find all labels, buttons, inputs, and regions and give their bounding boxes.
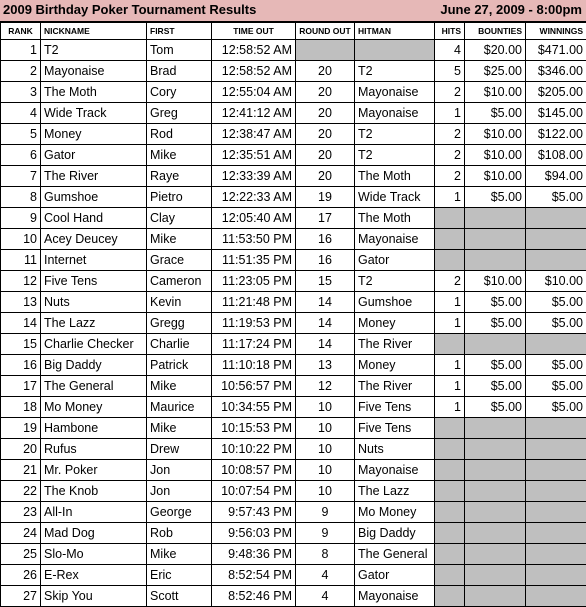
cell-hitman[interactable]: Gator <box>355 250 435 271</box>
cell-hits[interactable] <box>435 565 465 586</box>
tournament-date: June 27, 2009 - 8:00pm <box>440 2 582 17</box>
cell-time-out[interactable]: 9:56:03 PM <box>212 523 296 544</box>
header-winnings[interactable]: WINNINGS <box>526 23 586 40</box>
cell-winnings[interactable] <box>526 523 586 544</box>
table-row <box>1 502 586 523</box>
cell-nickname[interactable]: Charlie Checker <box>41 334 147 355</box>
cell-hits[interactable]: 1 <box>435 187 465 208</box>
cell-round-out[interactable]: 14 <box>296 334 355 355</box>
cell-round-out[interactable]: 10 <box>296 481 355 502</box>
cell-hits[interactable]: 1 <box>435 376 465 397</box>
cell-time-out[interactable]: 12:33:39 AM <box>212 166 296 187</box>
cell-hits[interactable]: 1 <box>435 103 465 124</box>
cell-nickname[interactable]: The Moth <box>41 82 147 103</box>
cell-round-out[interactable]: 14 <box>296 292 355 313</box>
cell-nickname[interactable]: Mr. Poker <box>41 460 147 481</box>
cell-rank[interactable]: 15 <box>1 334 41 355</box>
cell-time-out[interactable]: 12:05:40 AM <box>212 208 296 229</box>
cell-round-out[interactable]: 19 <box>296 187 355 208</box>
cell-first[interactable]: Kevin <box>147 292 212 313</box>
cell-round-out[interactable]: 10 <box>296 418 355 439</box>
cell-rank[interactable]: 18 <box>1 397 41 418</box>
header-hitman[interactable]: HITMAN <box>355 23 435 40</box>
cell-hitman[interactable]: The General <box>355 544 435 565</box>
cell-time-out[interactable]: 11:23:05 PM <box>212 271 296 292</box>
cell-bounties[interactable]: $10.00 <box>465 124 526 145</box>
cell-nickname[interactable]: Internet <box>41 250 147 271</box>
cell-round-out[interactable]: 20 <box>296 145 355 166</box>
header-rank[interactable]: RANK <box>1 23 41 40</box>
cell-hits[interactable] <box>435 460 465 481</box>
cell-first[interactable]: Drew <box>147 439 212 460</box>
cell-hits[interactable] <box>435 418 465 439</box>
cell-first[interactable]: Charlie <box>147 334 212 355</box>
cell-bounties[interactable]: $5.00 <box>465 292 526 313</box>
cell-hitman[interactable]: Wide Track <box>355 187 435 208</box>
cell-winnings[interactable] <box>526 418 586 439</box>
cell-nickname[interactable]: Mo Money <box>41 397 147 418</box>
cell-winnings[interactable] <box>526 502 586 523</box>
cell-rank[interactable]: 1 <box>1 40 41 61</box>
cell-round-out[interactable]: 20 <box>296 103 355 124</box>
cell-bounties[interactable]: $5.00 <box>465 397 526 418</box>
cell-round-out[interactable]: 20 <box>296 82 355 103</box>
cell-bounties[interactable]: $5.00 <box>465 376 526 397</box>
cell-nickname[interactable]: Big Daddy <box>41 355 147 376</box>
cell-nickname[interactable]: All-In <box>41 502 147 523</box>
cell-nickname[interactable]: Mayonaise <box>41 61 147 82</box>
cell-nickname[interactable]: The River <box>41 166 147 187</box>
cell-winnings[interactable]: $5.00 <box>526 376 586 397</box>
cell-time-out[interactable]: 10:56:57 PM <box>212 376 296 397</box>
cell-nickname[interactable]: The General <box>41 376 147 397</box>
cell-hitman[interactable]: The River <box>355 334 435 355</box>
header-first[interactable]: FIRST <box>147 23 212 40</box>
table-row <box>1 229 586 250</box>
cell-bounties[interactable] <box>465 544 526 565</box>
cell-winnings[interactable]: $5.00 <box>526 187 586 208</box>
cell-time-out[interactable]: 11:21:48 PM <box>212 292 296 313</box>
cell-round-out[interactable]: 16 <box>296 229 355 250</box>
cell-hitman[interactable]: Mayonaise <box>355 82 435 103</box>
cell-first[interactable]: Mike <box>147 376 212 397</box>
cell-hits[interactable]: 1 <box>435 292 465 313</box>
table-row <box>1 544 586 565</box>
cell-round-out[interactable]: 10 <box>296 397 355 418</box>
cell-hitman[interactable]: Money <box>355 313 435 334</box>
cell-rank[interactable]: 25 <box>1 544 41 565</box>
table-row <box>1 418 586 439</box>
cell-hits[interactable] <box>435 439 465 460</box>
table-row <box>1 61 586 82</box>
cell-hits[interactable] <box>435 586 465 607</box>
cell-hits[interactable]: 2 <box>435 124 465 145</box>
cell-round-out[interactable]: 10 <box>296 439 355 460</box>
cell-bounties[interactable]: $10.00 <box>465 166 526 187</box>
cell-nickname[interactable]: Nuts <box>41 292 147 313</box>
cell-nickname[interactable]: Hambone <box>41 418 147 439</box>
cell-winnings[interactable] <box>526 565 586 586</box>
cell-rank[interactable]: 7 <box>1 166 41 187</box>
cell-winnings[interactable]: $94.00 <box>526 166 586 187</box>
cell-time-out[interactable]: 12:35:51 AM <box>212 145 296 166</box>
cell-rank[interactable]: 17 <box>1 376 41 397</box>
header-nickname[interactable]: NICKNAME <box>41 23 147 40</box>
cell-hits[interactable]: 2 <box>435 145 465 166</box>
cell-rank[interactable]: 22 <box>1 481 41 502</box>
table-row <box>1 250 586 271</box>
table-row <box>1 82 586 103</box>
cell-bounties[interactable] <box>465 523 526 544</box>
cell-rank[interactable]: 16 <box>1 355 41 376</box>
cell-time-out[interactable]: 9:48:36 PM <box>212 544 296 565</box>
cell-hitman[interactable]: The Moth <box>355 208 435 229</box>
cell-time-out[interactable]: 9:57:43 PM <box>212 502 296 523</box>
cell-winnings[interactable] <box>526 229 586 250</box>
cell-round-out[interactable]: 20 <box>296 61 355 82</box>
cell-winnings[interactable] <box>526 460 586 481</box>
table-row <box>1 292 586 313</box>
cell-first[interactable]: Maurice <box>147 397 212 418</box>
cell-winnings[interactable]: $346.00 <box>526 61 586 82</box>
cell-hitman[interactable]: Five Tens <box>355 418 435 439</box>
cell-time-out[interactable]: 10:10:22 PM <box>212 439 296 460</box>
cell-hits[interactable] <box>435 229 465 250</box>
cell-rank[interactable]: 3 <box>1 82 41 103</box>
cell-hitman[interactable]: Mo Money <box>355 502 435 523</box>
cell-winnings[interactable] <box>526 586 586 607</box>
cell-winnings[interactable]: $471.00 <box>526 40 586 61</box>
header-round-out[interactable]: ROUND OUT <box>296 23 355 40</box>
cell-hitman[interactable]: Mayonaise <box>355 229 435 250</box>
cell-bounties[interactable]: $5.00 <box>465 103 526 124</box>
cell-first[interactable]: Mike <box>147 544 212 565</box>
cell-winnings[interactable]: $5.00 <box>526 397 586 418</box>
cell-hits[interactable]: 1 <box>435 397 465 418</box>
cell-bounties[interactable] <box>465 334 526 355</box>
cell-first[interactable]: Cory <box>147 82 212 103</box>
cell-winnings[interactable] <box>526 250 586 271</box>
cell-first[interactable]: Jon <box>147 481 212 502</box>
cell-hits[interactable]: 1 <box>435 313 465 334</box>
cell-hits[interactable]: 2 <box>435 271 465 292</box>
cell-time-out[interactable]: 11:10:18 PM <box>212 355 296 376</box>
cell-rank[interactable]: 27 <box>1 586 41 607</box>
cell-bounties[interactable]: $10.00 <box>465 271 526 292</box>
table-row <box>1 376 586 397</box>
table-row <box>1 334 586 355</box>
cell-hitman[interactable]: Big Daddy <box>355 523 435 544</box>
table-row <box>1 103 586 124</box>
cell-first[interactable]: Clay <box>147 208 212 229</box>
cell-winnings[interactable]: $145.00 <box>526 103 586 124</box>
cell-first[interactable]: Greg <box>147 103 212 124</box>
table-row <box>1 481 586 502</box>
cell-nickname[interactable]: Wide Track <box>41 103 147 124</box>
cell-nickname[interactable]: Rufus <box>41 439 147 460</box>
table-row <box>1 397 586 418</box>
cell-hitman[interactable]: T2 <box>355 271 435 292</box>
cell-bounties[interactable] <box>465 586 526 607</box>
cell-first[interactable]: Rod <box>147 124 212 145</box>
cell-rank[interactable]: 11 <box>1 250 41 271</box>
cell-rank[interactable]: 13 <box>1 292 41 313</box>
cell-round-out[interactable]: 8 <box>296 544 355 565</box>
cell-bounties[interactable] <box>465 502 526 523</box>
cell-hits[interactable] <box>435 502 465 523</box>
cell-round-out[interactable]: 20 <box>296 166 355 187</box>
cell-rank[interactable]: 10 <box>1 229 41 250</box>
cell-rank[interactable]: 14 <box>1 313 41 334</box>
cell-first[interactable]: George <box>147 502 212 523</box>
tournament-title: 2009 Birthday Poker Tournament Results <box>3 2 256 17</box>
cell-nickname[interactable]: The Knob <box>41 481 147 502</box>
cell-rank[interactable]: 23 <box>1 502 41 523</box>
table-row <box>1 355 586 376</box>
header-bounties[interactable]: BOUNTIES <box>465 23 526 40</box>
cell-round-out[interactable]: 12 <box>296 376 355 397</box>
cell-nickname[interactable]: Slo-Mo <box>41 544 147 565</box>
cell-first[interactable]: Brad <box>147 61 212 82</box>
cell-hitman[interactable]: Gumshoe <box>355 292 435 313</box>
table-row <box>1 166 586 187</box>
cell-round-out[interactable]: 16 <box>296 250 355 271</box>
cell-rank[interactable]: 4 <box>1 103 41 124</box>
cell-nickname[interactable]: E-Rex <box>41 565 147 586</box>
cell-time-out[interactable]: 11:53:50 PM <box>212 229 296 250</box>
cell-bounties[interactable]: $10.00 <box>465 82 526 103</box>
cell-round-out[interactable]: 15 <box>296 271 355 292</box>
cell-round-out[interactable]: 20 <box>296 124 355 145</box>
cell-hits[interactable] <box>435 544 465 565</box>
header-row <box>1 23 586 40</box>
cell-first[interactable]: Patrick <box>147 355 212 376</box>
cell-bounties[interactable] <box>465 481 526 502</box>
cell-first[interactable]: Mike <box>147 229 212 250</box>
cell-first[interactable]: Cameron <box>147 271 212 292</box>
cell-winnings[interactable] <box>526 334 586 355</box>
table-row <box>1 208 586 229</box>
cell-hits[interactable] <box>435 481 465 502</box>
cell-nickname[interactable]: Five Tens <box>41 271 147 292</box>
cell-first[interactable]: Tom <box>147 40 212 61</box>
cell-round-out[interactable] <box>296 40 355 61</box>
cell-hitman[interactable]: Gator <box>355 565 435 586</box>
cell-first[interactable]: Jon <box>147 460 212 481</box>
cell-round-out[interactable]: 4 <box>296 586 355 607</box>
cell-time-out[interactable]: 11:51:35 PM <box>212 250 296 271</box>
table-row <box>1 565 586 586</box>
table-row <box>1 313 586 334</box>
header-hits[interactable]: HITS <box>435 23 465 40</box>
cell-bounties[interactable] <box>465 418 526 439</box>
cell-rank[interactable]: 8 <box>1 187 41 208</box>
cell-first[interactable]: Gregg <box>147 313 212 334</box>
cell-winnings[interactable]: $108.00 <box>526 145 586 166</box>
table-row <box>1 439 586 460</box>
cell-winnings[interactable]: $205.00 <box>526 82 586 103</box>
cell-time-out[interactable]: 11:17:24 PM <box>212 334 296 355</box>
cell-hits[interactable]: 1 <box>435 355 465 376</box>
cell-hitman[interactable]: Five Tens <box>355 397 435 418</box>
cell-rank[interactable]: 26 <box>1 565 41 586</box>
cell-rank[interactable]: 12 <box>1 271 41 292</box>
cell-round-out[interactable]: 10 <box>296 460 355 481</box>
cell-hitman[interactable]: Nuts <box>355 439 435 460</box>
cell-hitman[interactable]: Mayonaise <box>355 586 435 607</box>
cell-winnings[interactable]: $122.00 <box>526 124 586 145</box>
cell-nickname[interactable]: Gumshoe <box>41 187 147 208</box>
cell-time-out[interactable]: 10:15:53 PM <box>212 418 296 439</box>
cell-nickname[interactable]: Money <box>41 124 147 145</box>
cell-rank[interactable]: 24 <box>1 523 41 544</box>
cell-hitman[interactable] <box>355 40 435 61</box>
cell-time-out[interactable]: 12:41:12 AM <box>212 103 296 124</box>
cell-nickname[interactable]: Acey Deucey <box>41 229 147 250</box>
cell-time-out[interactable]: 12:58:52 AM <box>212 40 296 61</box>
cell-nickname[interactable]: Gator <box>41 145 147 166</box>
cell-nickname[interactable]: Mad Dog <box>41 523 147 544</box>
cell-rank[interactable]: 21 <box>1 460 41 481</box>
cell-first[interactable]: Mike <box>147 145 212 166</box>
cell-winnings[interactable]: $10.00 <box>526 271 586 292</box>
results-body <box>1 40 586 607</box>
header-time-out[interactable]: TIME OUT <box>212 23 296 40</box>
cell-time-out[interactable]: 8:52:46 PM <box>212 586 296 607</box>
cell-first[interactable]: Scott <box>147 586 212 607</box>
cell-first[interactable]: Grace <box>147 250 212 271</box>
cell-hits[interactable]: 4 <box>435 40 465 61</box>
cell-time-out[interactable]: 11:19:53 PM <box>212 313 296 334</box>
cell-bounties[interactable]: $5.00 <box>465 187 526 208</box>
cell-rank[interactable]: 19 <box>1 418 41 439</box>
cell-hits[interactable] <box>435 208 465 229</box>
cell-round-out[interactable]: 9 <box>296 523 355 544</box>
cell-bounties[interactable] <box>465 208 526 229</box>
cell-bounties[interactable]: $25.00 <box>465 61 526 82</box>
cell-bounties[interactable] <box>465 439 526 460</box>
cell-bounties[interactable] <box>465 229 526 250</box>
cell-winnings[interactable] <box>526 208 586 229</box>
cell-time-out[interactable]: 12:55:04 AM <box>212 82 296 103</box>
table-row <box>1 586 586 607</box>
cell-first[interactable]: Rob <box>147 523 212 544</box>
cell-round-out[interactable]: 14 <box>296 313 355 334</box>
cell-hitman[interactable]: Mayonaise <box>355 103 435 124</box>
cell-hitman[interactable]: The Lazz <box>355 481 435 502</box>
results-table <box>0 22 586 607</box>
cell-rank[interactable]: 6 <box>1 145 41 166</box>
table-row <box>1 145 586 166</box>
cell-winnings[interactable]: $5.00 <box>526 355 586 376</box>
cell-first[interactable]: Mike <box>147 418 212 439</box>
cell-winnings[interactable] <box>526 481 586 502</box>
cell-hitman[interactable]: T2 <box>355 145 435 166</box>
cell-time-out[interactable]: 12:58:52 AM <box>212 61 296 82</box>
cell-hitman[interactable]: T2 <box>355 124 435 145</box>
table-row <box>1 40 586 61</box>
table-row <box>1 523 586 544</box>
cell-bounties[interactable]: $10.00 <box>465 145 526 166</box>
cell-time-out[interactable]: 10:07:54 PM <box>212 481 296 502</box>
cell-winnings[interactable] <box>526 439 586 460</box>
cell-winnings[interactable]: $5.00 <box>526 313 586 334</box>
cell-hitman[interactable]: The Moth <box>355 166 435 187</box>
cell-hitman[interactable]: Money <box>355 355 435 376</box>
cell-winnings[interactable] <box>526 544 586 565</box>
cell-bounties[interactable] <box>465 565 526 586</box>
cell-bounties[interactable]: $20.00 <box>465 40 526 61</box>
cell-nickname[interactable]: Skip You <box>41 586 147 607</box>
cell-first[interactable]: Eric <box>147 565 212 586</box>
cell-bounties[interactable]: $5.00 <box>465 355 526 376</box>
cell-round-out[interactable]: 13 <box>296 355 355 376</box>
cell-hits[interactable] <box>435 250 465 271</box>
cell-winnings[interactable]: $5.00 <box>526 292 586 313</box>
cell-bounties[interactable]: $5.00 <box>465 313 526 334</box>
cell-nickname[interactable]: Cool Hand <box>41 208 147 229</box>
cell-rank[interactable]: 5 <box>1 124 41 145</box>
table-row <box>1 124 586 145</box>
cell-round-out[interactable]: 17 <box>296 208 355 229</box>
cell-hits[interactable] <box>435 523 465 544</box>
cell-round-out[interactable]: 4 <box>296 565 355 586</box>
cell-first[interactable]: Raye <box>147 166 212 187</box>
cell-time-out[interactable]: 12:22:33 AM <box>212 187 296 208</box>
cell-hits[interactable] <box>435 334 465 355</box>
cell-hitman[interactable]: T2 <box>355 61 435 82</box>
cell-hitman[interactable]: Mayonaise <box>355 460 435 481</box>
cell-hits[interactable]: 5 <box>435 61 465 82</box>
cell-time-out[interactable]: 10:34:55 PM <box>212 397 296 418</box>
cell-rank[interactable]: 2 <box>1 61 41 82</box>
cell-time-out[interactable]: 10:08:57 PM <box>212 460 296 481</box>
cell-nickname[interactable]: T2 <box>41 40 147 61</box>
cell-rank[interactable]: 9 <box>1 208 41 229</box>
cell-first[interactable]: Pietro <box>147 187 212 208</box>
cell-bounties[interactable] <box>465 250 526 271</box>
table-row <box>1 187 586 208</box>
cell-time-out[interactable]: 12:38:47 AM <box>212 124 296 145</box>
title-bar <box>0 0 586 22</box>
table-row <box>1 460 586 481</box>
cell-hits[interactable]: 2 <box>435 82 465 103</box>
cell-round-out[interactable]: 9 <box>296 502 355 523</box>
cell-hitman[interactable]: The River <box>355 376 435 397</box>
cell-nickname[interactable]: The Lazz <box>41 313 147 334</box>
cell-bounties[interactable] <box>465 460 526 481</box>
cell-hits[interactable]: 2 <box>435 166 465 187</box>
cell-rank[interactable]: 20 <box>1 439 41 460</box>
cell-time-out[interactable]: 8:52:54 PM <box>212 565 296 586</box>
table-row <box>1 271 586 292</box>
